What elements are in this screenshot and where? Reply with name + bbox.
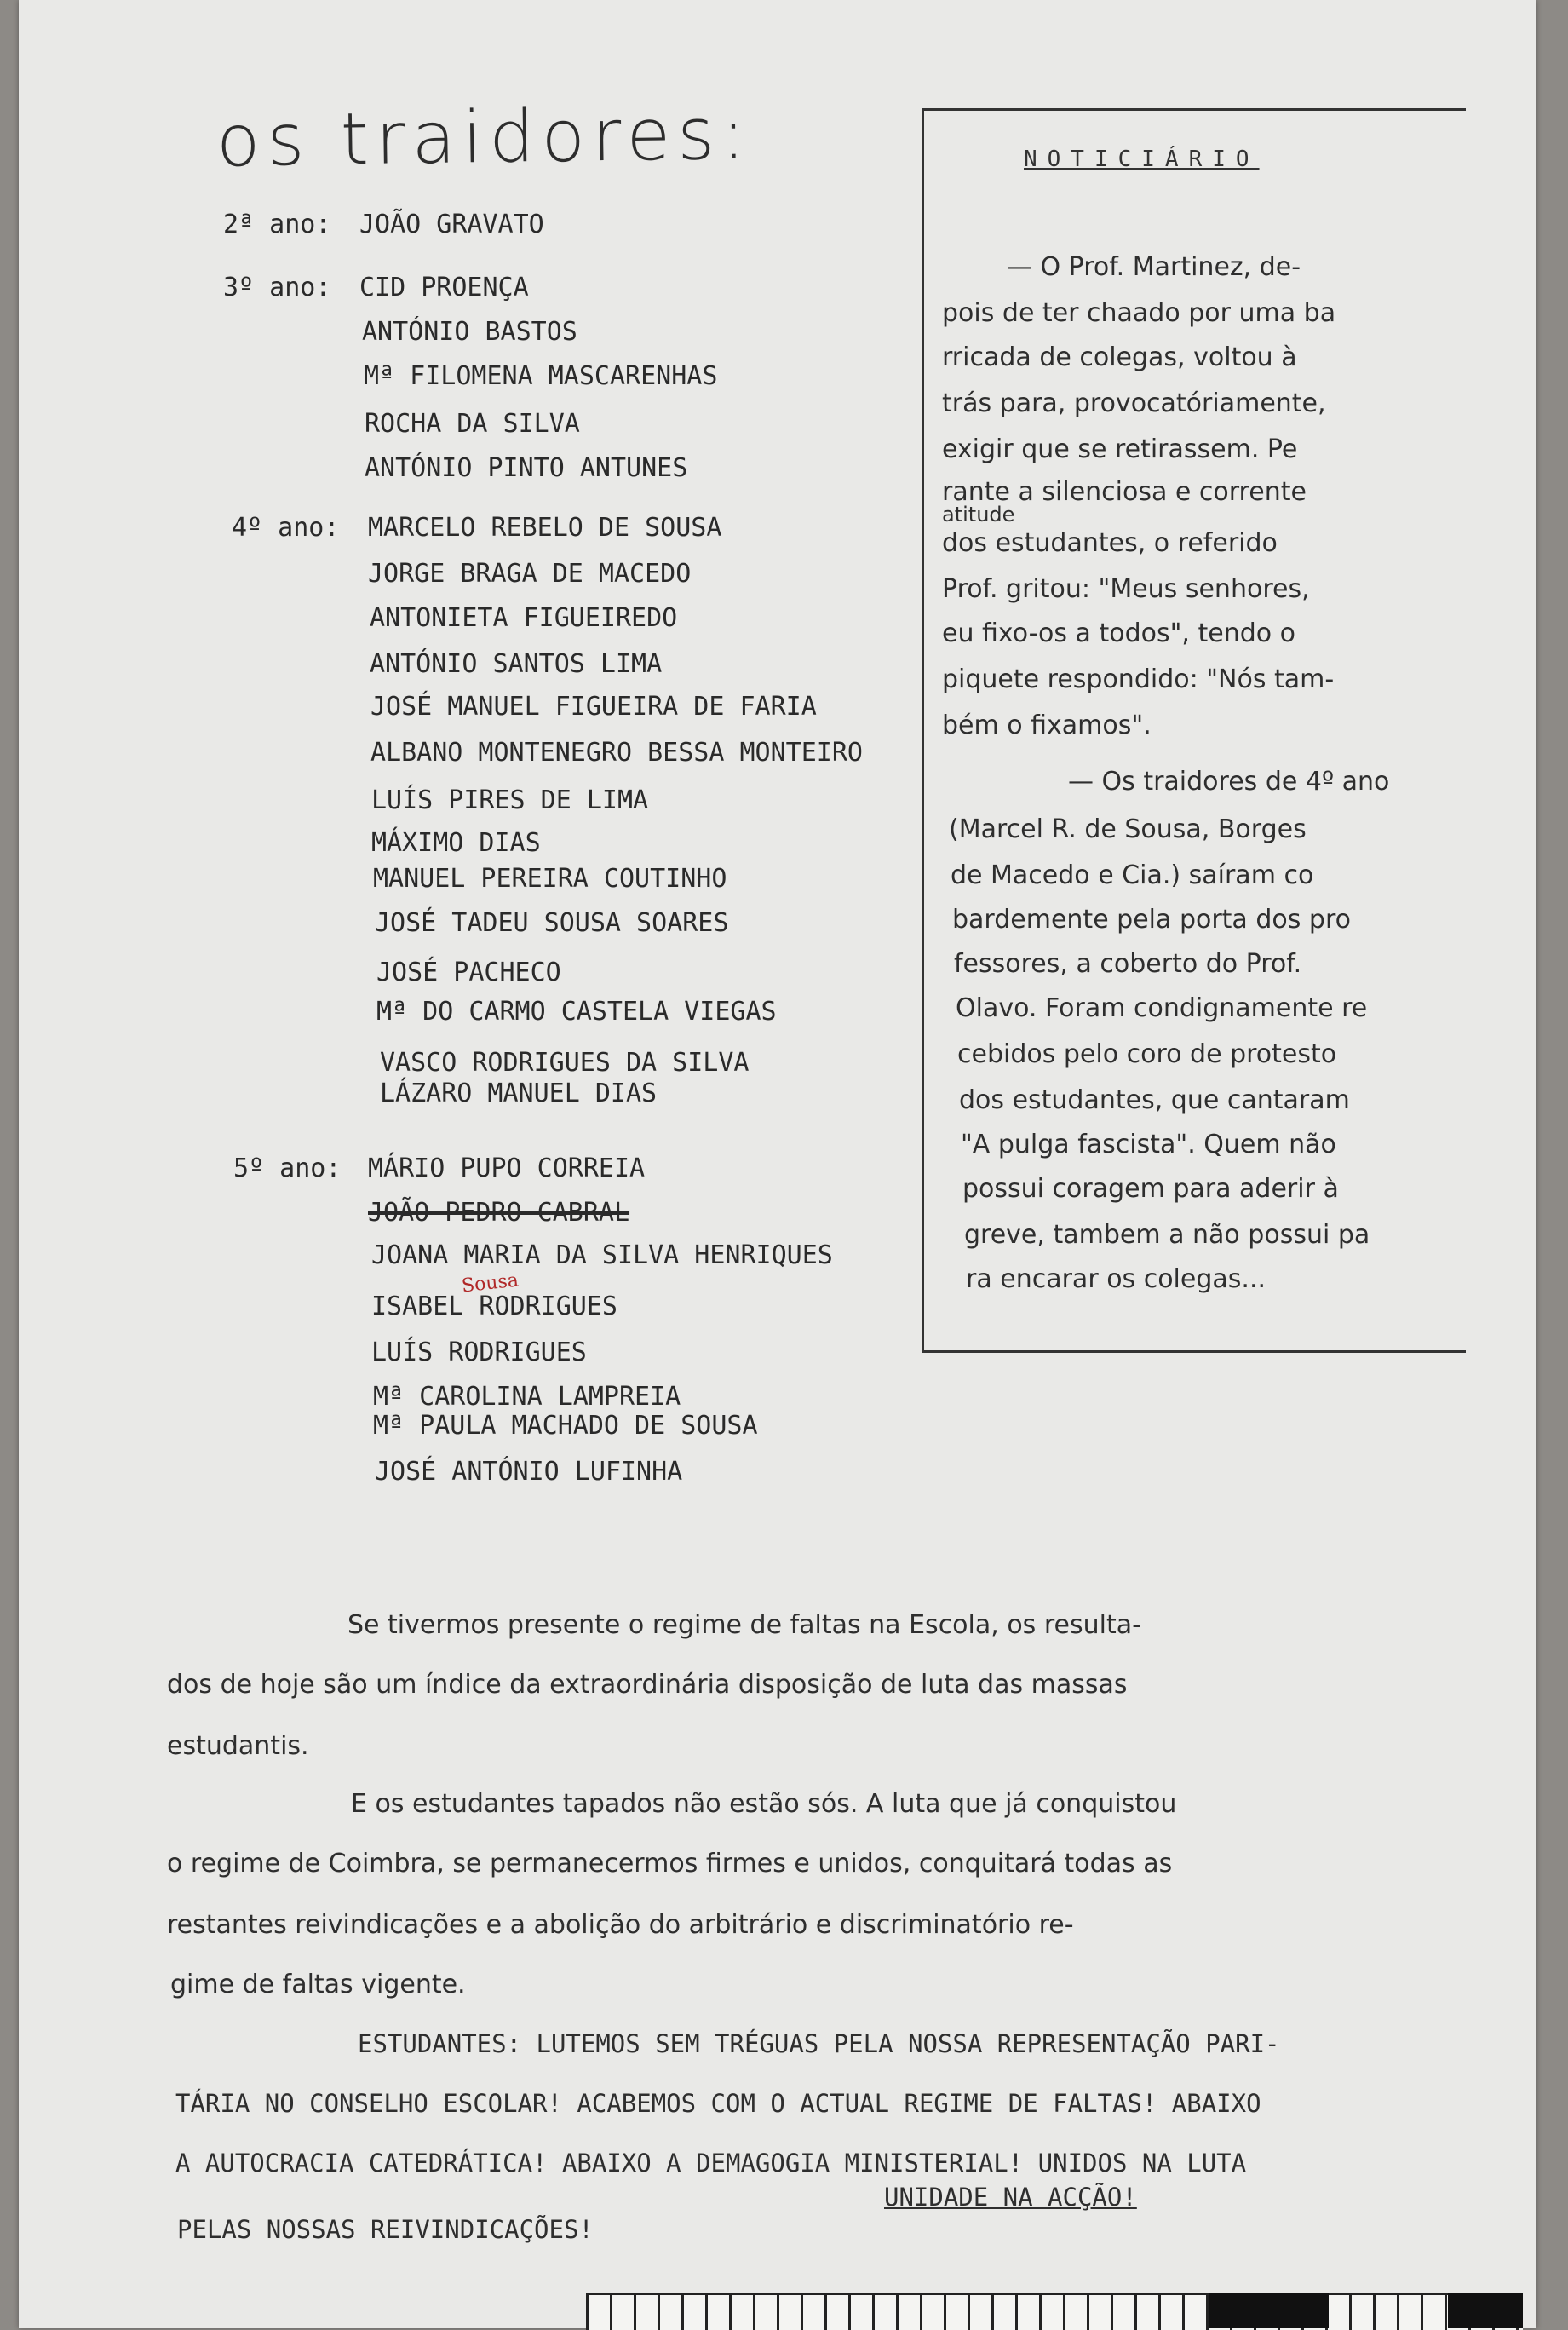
news-line: rante a silenciosa e corrente <box>942 477 1307 507</box>
news-line: (Marcel R. de Sousa, Borges <box>949 814 1307 844</box>
name-entry: Mª PAULA MACHADO DE SOUSA <box>373 1411 758 1441</box>
name-entry: JORGE BRAGA DE MACEDO <box>368 559 692 589</box>
year-label: 4º ano: <box>232 513 340 543</box>
news-line: cebidos pelo coro de protesto <box>957 1039 1337 1069</box>
name-entry-struck: JOÃO PEDRO CABRAL <box>368 1198 630 1228</box>
name-entry: MÁRIO PUPO CORREIA <box>368 1153 646 1183</box>
name-entry: ANTÓNIO PINTO ANTUNES <box>365 453 688 483</box>
slogan-line: TÁRIA NO CONSELHO ESCOLAR! ACABEMOS COM O ACTUAL REGIME DE FALTAS! ABAIXO <box>175 2089 1261 2118</box>
news-line: possui coragem para aderir à <box>962 1174 1339 1204</box>
news-line: greve, tambem a não possui pa <box>964 1220 1370 1250</box>
year-label: 3º ano: <box>223 273 331 302</box>
news-line: exigir que se retirassem. Pe <box>942 434 1298 464</box>
paragraph-line: E os estudantes tapados não estão sós. A luta que já conquistou <box>351 1789 1177 1819</box>
news-line-insert: atitude <box>942 503 1015 526</box>
page-title: os traidores: <box>215 91 753 183</box>
name-entry: JOSÉ TADEU SOUSA SOARES <box>375 908 729 938</box>
name-entry: ALBANO MONTENEGRO BESSA MONTEIRO <box>370 738 863 768</box>
name-entry: JOSÉ MANUEL FIGUEIRA DE FARIA <box>370 692 817 722</box>
name-entry: ANTÓNIO BASTOS <box>362 317 577 347</box>
name-entry: LUÍS PIRES DE LIMA <box>371 785 649 815</box>
ruler-segment <box>1209 2293 1329 2328</box>
name-entry: LUÍS RODRIGUES <box>371 1338 587 1367</box>
slogan-line: PELAS NOSSAS REIVINDICAÇÕES! <box>177 2215 594 2244</box>
news-line: "A pulga fascista". Quem não <box>961 1130 1336 1159</box>
handwritten-annotation: Sousa <box>460 1269 520 1297</box>
name-entry: JOSÉ PACHECO <box>376 958 561 987</box>
news-line: Prof. gritou: "Meus senhores, <box>942 574 1310 604</box>
news-line: — Os traidores de 4º ano <box>1068 767 1390 797</box>
name-entry: VASCO RODRIGUES DA SILVA <box>380 1048 750 1078</box>
news-line: Olavo. Foram condignamente re <box>956 993 1368 1023</box>
news-line: pois de ter chaado por uma ba <box>942 298 1336 328</box>
slogan-unity: UNIDADE NA ACÇÃO! <box>884 2183 1137 2212</box>
news-line: bém o fixamos". <box>942 711 1152 740</box>
name-entry: ANTONIETA FIGUEIREDO <box>370 603 678 633</box>
name-entry: MARCELO REBELO DE SOUSA <box>368 513 722 543</box>
paragraph-line: dos de hoje são um índice da extraordinária disposição de luta das massas <box>167 1670 1128 1700</box>
name-entry: ROCHA DA SILVA <box>365 409 580 439</box>
news-line: bardemente pela porta dos pro <box>952 905 1351 935</box>
name-entry: CID PROENÇA <box>359 273 529 302</box>
news-line: trás para, provocatóriamente, <box>942 388 1326 418</box>
news-line: dos estudantes, o referido <box>942 528 1278 558</box>
paragraph-line: estudantis. <box>167 1731 309 1761</box>
name-entry: ISABEL RODRIGUES <box>371 1292 617 1321</box>
news-line: — O Prof. Martinez, de- <box>1007 252 1301 282</box>
name-entry: JOÃO GRAVATO <box>359 210 544 239</box>
paragraph-line: restantes reivindicações e a abolição do arbitrário e discriminatório re- <box>167 1910 1074 1940</box>
news-line: rricada de colegas, voltou à <box>942 342 1297 372</box>
name-entry: Mª FILOMENA MASCARENHAS <box>364 361 718 391</box>
ruler-segment <box>1448 2293 1523 2328</box>
news-title: NOTICIÁRIO <box>1024 147 1260 172</box>
news-line: ra encarar os colegas... <box>966 1264 1266 1294</box>
news-line: eu fixo-os a todos", tendo o <box>942 618 1296 648</box>
news-line: de Macedo e Cia.) saíram co <box>951 860 1314 890</box>
news-line: dos estudantes, que cantaram <box>959 1085 1350 1115</box>
name-entry: ANTÓNIO SANTOS LIMA <box>370 649 663 679</box>
year-label: 5º ano: <box>233 1153 342 1183</box>
name-entry: MANUEL PEREIRA COUTINHO <box>373 864 727 894</box>
name-entry: JOANA MARIA DA SILVA HENRIQUES <box>371 1240 833 1270</box>
scale-ruler <box>586 2293 1523 2330</box>
name-entry: JOSÉ ANTÓNIO LUFINHA <box>375 1457 683 1487</box>
paragraph-line: o regime de Coimbra, se permanecermos firmes e unidos, conquitará todas as <box>167 1849 1173 1878</box>
name-entry: Mª DO CARMO CASTELA VIEGAS <box>376 997 777 1027</box>
news-line: fessores, a coberto do Prof. <box>954 949 1302 979</box>
name-entry: Mª CAROLINA LAMPREIA <box>373 1382 681 1412</box>
name-entry: MÁXIMO DIAS <box>371 828 541 858</box>
slogan-line: A AUTOCRACIA CATEDRÁTICA! ABAIXO A DEMAGOGIA MINISTERIAL! UNIDOS NA LUTA <box>175 2149 1247 2178</box>
name-entry: LÁZARO MANUEL DIAS <box>380 1079 658 1108</box>
year-label: 2ª ano: <box>223 210 331 239</box>
document-page <box>19 0 1536 2328</box>
slogan-line: ESTUDANTES: LUTEMOS SEM TRÉGUAS PELA NOSSA REPRESENTAÇÃO PARI- <box>358 2029 1280 2058</box>
paragraph-line: gime de faltas vigente. <box>170 1970 466 1999</box>
news-line: piquete respondido: "Nós tam- <box>942 664 1335 694</box>
paragraph-line: Se tivermos presente o regime de faltas na Escola, os resulta- <box>347 1610 1141 1640</box>
